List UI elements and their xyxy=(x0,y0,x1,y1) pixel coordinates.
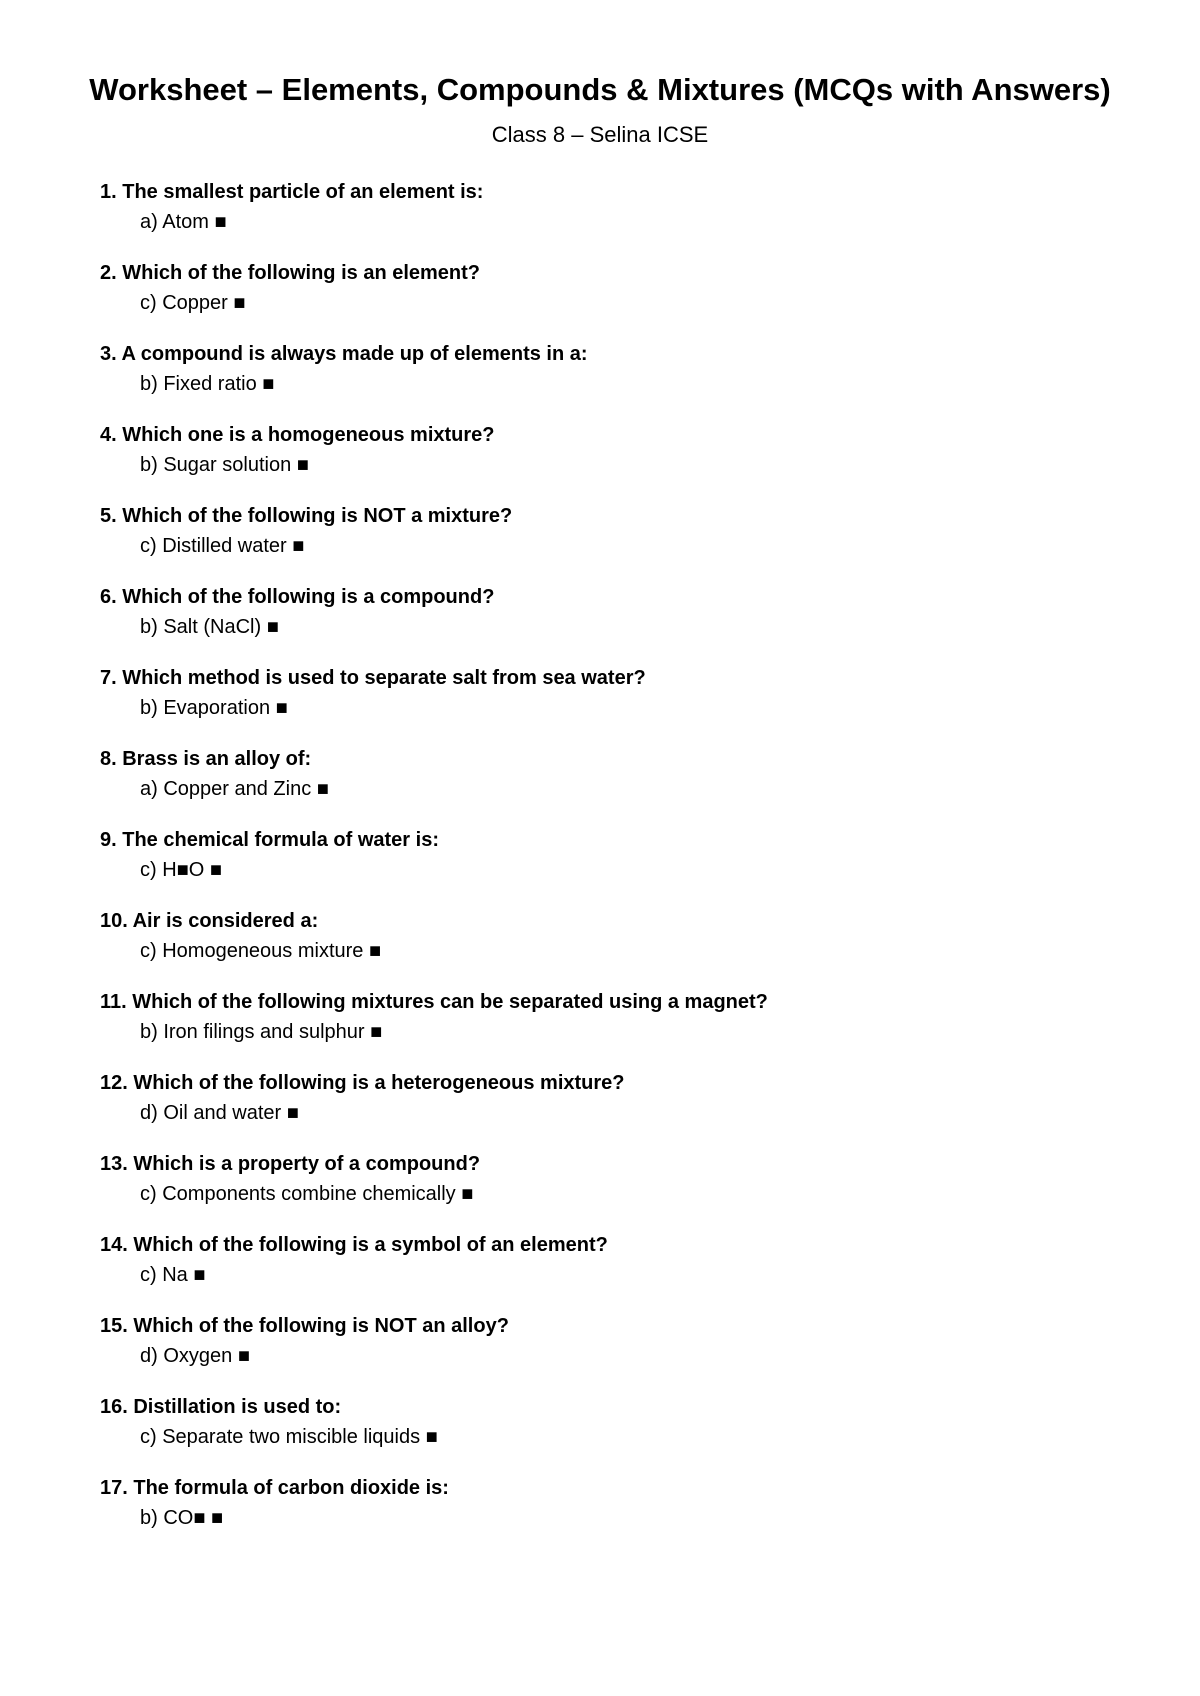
question-text: 1. The smallest particle of an element is: xyxy=(100,181,484,203)
question-list xyxy=(100,180,1100,1557)
question-text: 15. Which of the following is NOT an alloy? xyxy=(100,1315,509,1337)
answer-text: b) Fixed ratio ■ xyxy=(140,373,275,395)
question-item-5 xyxy=(100,504,1100,585)
answer-text: c) Copper ■ xyxy=(140,292,246,314)
question-item-16 xyxy=(100,1395,1100,1476)
answer-text: b) CO■ ■ xyxy=(140,1507,224,1529)
answer-text: c) Na ■ xyxy=(140,1264,206,1286)
answer-text: c) Separate two miscible liquids ■ xyxy=(140,1426,438,1448)
page-title: Worksheet – Elements, Compounds & Mixtures (MCQs with Answers) xyxy=(89,72,1111,107)
question-text: 12. Which of the following is a heterogeneous mixture? xyxy=(100,1072,625,1094)
question-item-2 xyxy=(100,261,1100,342)
question-item-17 xyxy=(100,1476,1100,1557)
question-item-14 xyxy=(100,1233,1100,1314)
question-item-12 xyxy=(100,1071,1100,1152)
answer-text: c) Components combine chemically ■ xyxy=(140,1183,474,1205)
answer-text: c) Homogeneous mixture ■ xyxy=(140,940,382,962)
question-text: 10. Air is considered a: xyxy=(100,910,319,932)
question-text: 3. A compound is always made up of elements in a: xyxy=(100,343,588,365)
question-text: 6. Which of the following is a compound? xyxy=(100,586,495,608)
question-item-4 xyxy=(100,423,1100,504)
answer-text: c) H■O ■ xyxy=(140,859,222,881)
question-text: 13. Which is a property of a compound? xyxy=(100,1153,481,1175)
question-item-13 xyxy=(100,1152,1100,1233)
answer-text: c) Distilled water ■ xyxy=(140,535,305,557)
answer-text: d) Oil and water ■ xyxy=(140,1102,299,1124)
question-item-15 xyxy=(100,1314,1100,1395)
question-item-3 xyxy=(100,342,1100,423)
question-item-6 xyxy=(100,585,1100,666)
question-text: 9. The chemical formula of water is: xyxy=(100,829,439,851)
question-item-9 xyxy=(100,828,1100,909)
question-text: 7. Which method is used to separate salt from sea water? xyxy=(100,667,646,689)
question-text: 17. The formula of carbon dioxide is: xyxy=(100,1477,449,1499)
question-text: 2. Which of the following is an element? xyxy=(100,262,481,284)
question-text: 16. Distillation is used to: xyxy=(100,1396,342,1418)
question-text: 4. Which one is a homogeneous mixture? xyxy=(100,424,495,446)
question-item-1 xyxy=(100,180,1100,261)
question-text: 11. Which of the following mixtures can be separated using a magnet? xyxy=(100,991,768,1013)
question-item-11 xyxy=(100,990,1100,1071)
answer-text: b) Sugar solution ■ xyxy=(140,454,309,476)
question-text: 5. Which of the following is NOT a mixture? xyxy=(100,505,513,527)
answer-text: b) Salt (NaCl) ■ xyxy=(140,616,279,638)
answer-text: b) Evaporation ■ xyxy=(140,697,288,719)
question-item-7 xyxy=(100,666,1100,747)
answer-text: b) Iron filings and sulphur ■ xyxy=(140,1021,383,1043)
answer-text: d) Oxygen ■ xyxy=(140,1345,250,1367)
question-text: 8. Brass is an alloy of: xyxy=(100,748,312,770)
answer-text: a) Atom ■ xyxy=(140,211,227,233)
question-text: 14. Which of the following is a symbol of an element? xyxy=(100,1234,608,1256)
question-item-10 xyxy=(100,909,1100,990)
question-item-8 xyxy=(100,747,1100,828)
page-subtitle: Class 8 – Selina ICSE xyxy=(491,122,709,147)
answer-text: a) Copper and Zinc ■ xyxy=(140,778,329,800)
